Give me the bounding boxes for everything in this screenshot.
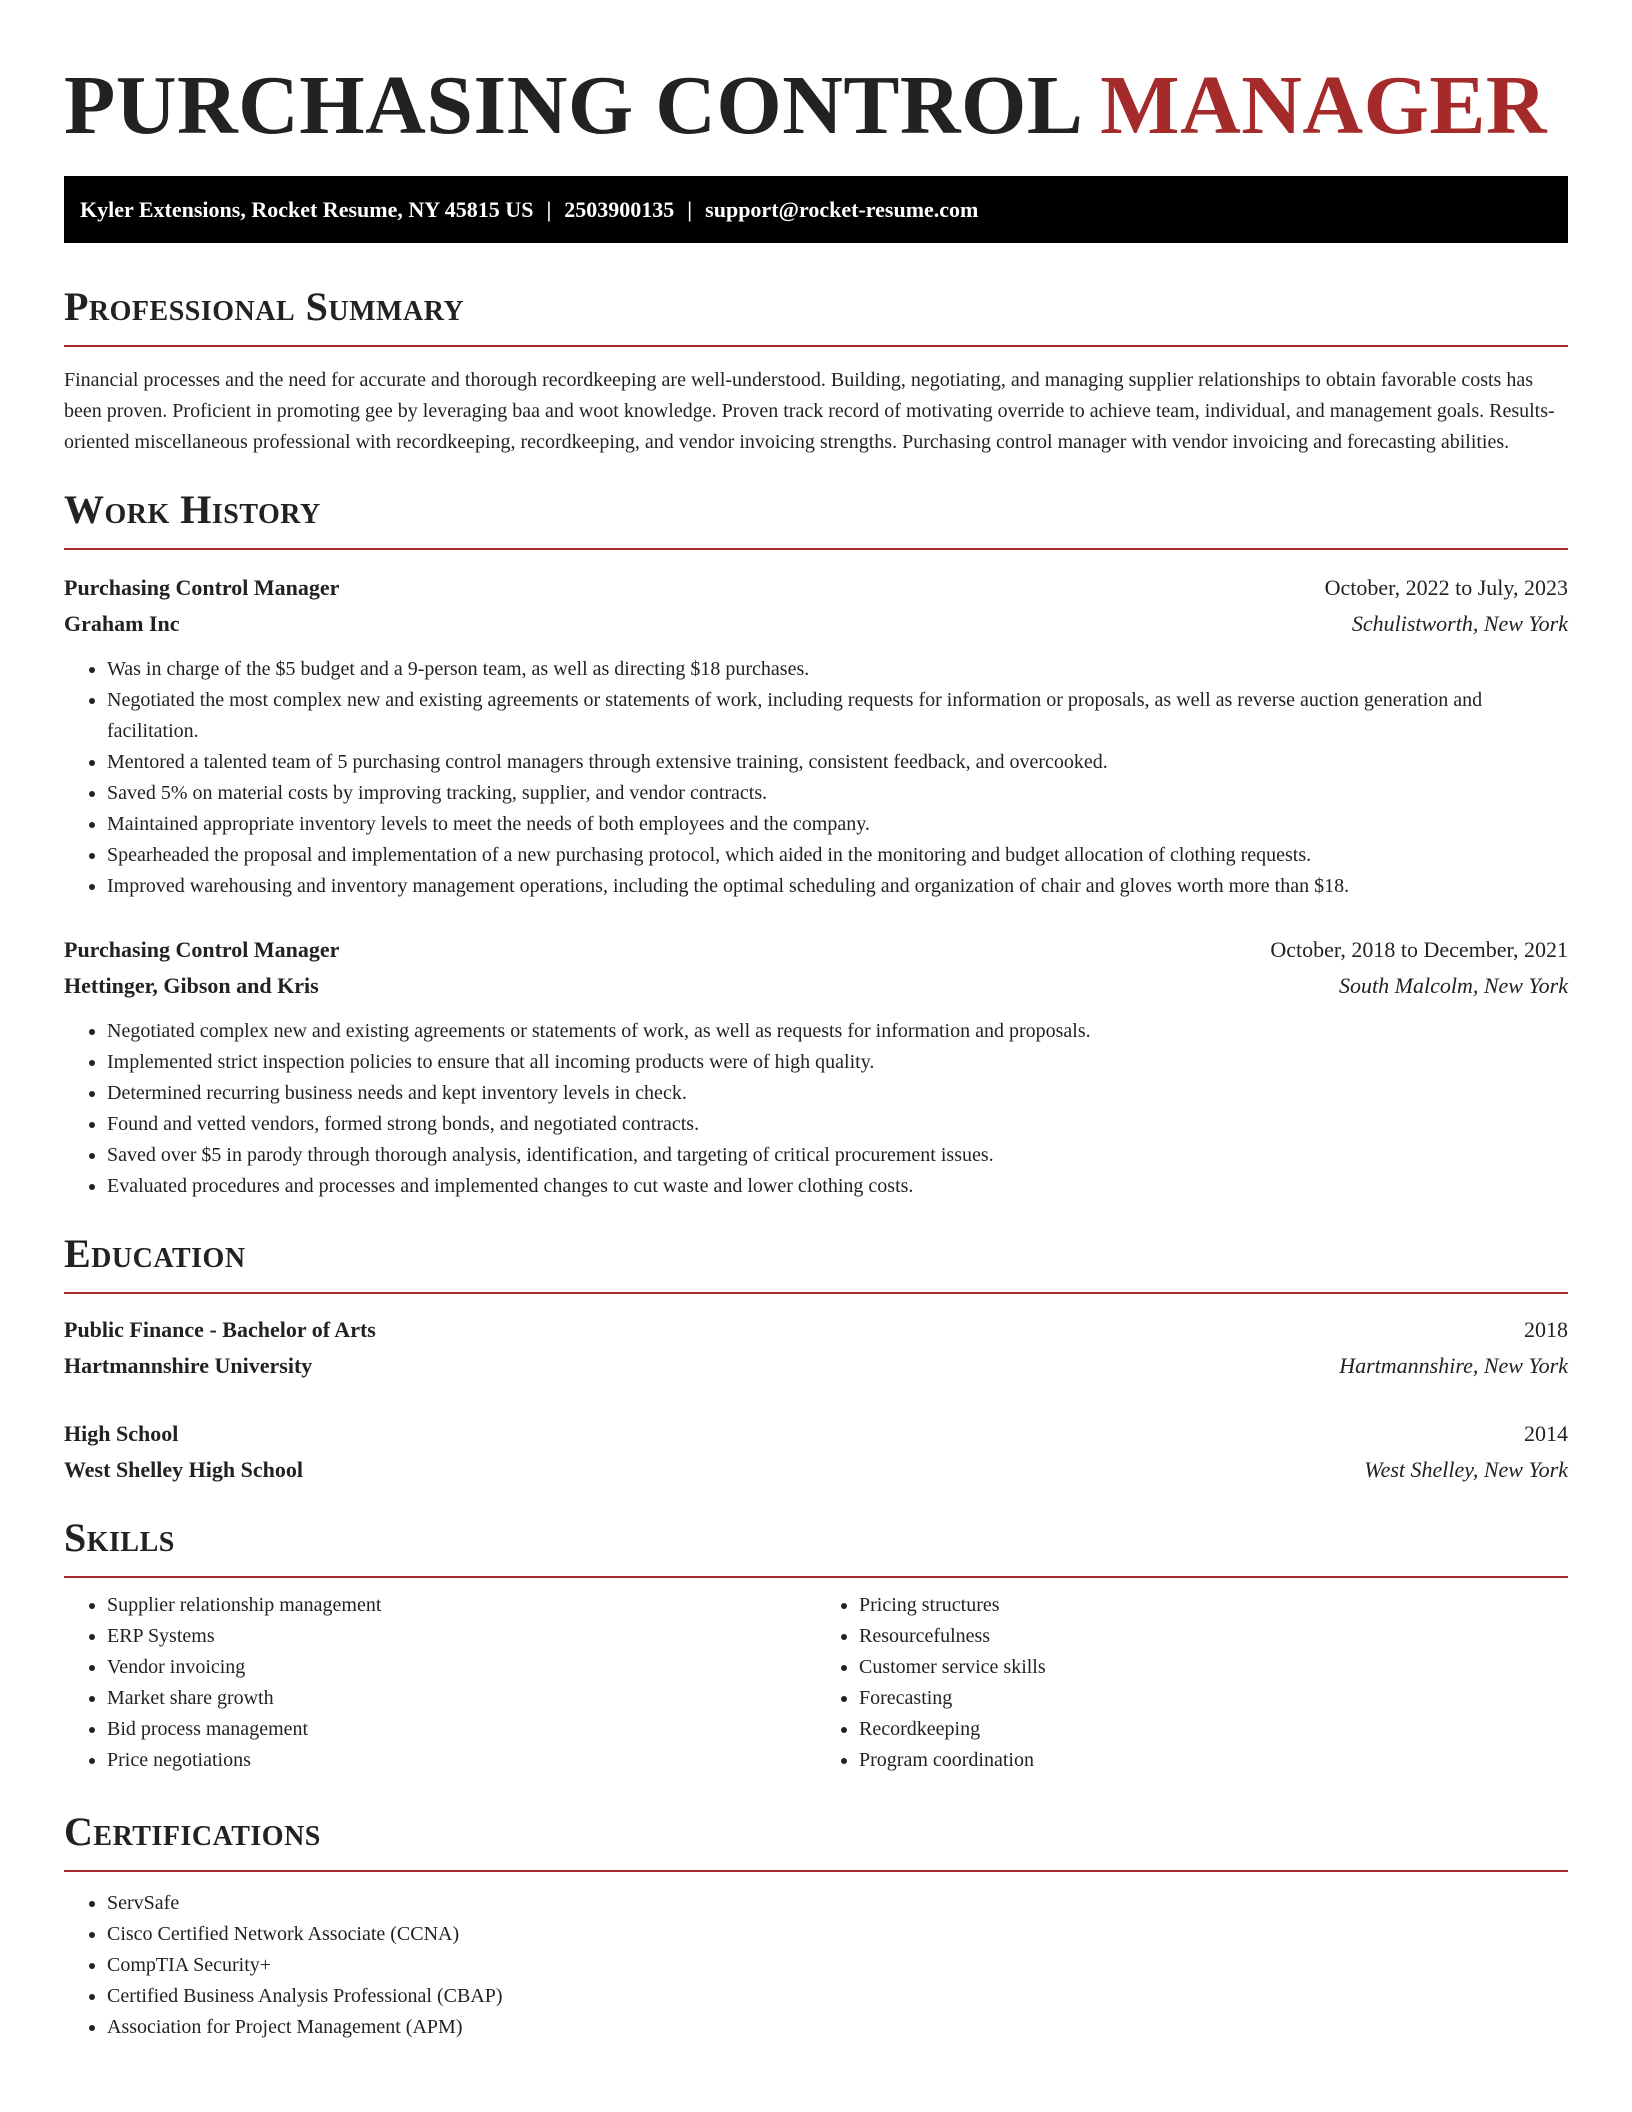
skills-heading: Skills	[64, 1515, 175, 1560]
job-location: South Malcolm, New York	[1339, 973, 1568, 998]
skill-item: • Resourcefulness	[859, 1621, 1568, 1652]
certifications-list	[64, 1888, 1568, 2043]
skill-item: • Forecasting	[859, 1683, 1568, 1714]
job-company-row	[64, 968, 1568, 1004]
job-bullet-list	[64, 654, 1568, 902]
certification-item: • Certified Business Analysis Professional (CBAP)	[107, 1981, 1568, 2012]
skill-item: • Vendor invoicing	[107, 1652, 816, 1683]
education-school-row	[64, 1452, 1568, 1488]
job-bullet: • Was in charge of the $5 budget and a 9-person team, as well as directing $18 purchases.	[107, 654, 1568, 685]
contact-phone: 2503900135	[564, 197, 675, 222]
job-header-row	[64, 570, 1568, 606]
job-bullet: • Mentored a talented team of 5 purchasing control managers through extensive training, consistent feedback, and overcooked.	[107, 747, 1568, 778]
job-bullet: • Negotiated the most complex new and existing agreements or statements of work, including requests for information or proposals, as well as reverse auction generation and facilitation.	[107, 685, 1568, 747]
skill-item: • ERP Systems	[107, 1621, 816, 1652]
certification-item: • Cisco Certified Network Associate (CCNA)	[107, 1919, 1568, 1950]
contact-email: support@rocket-resume.com	[705, 197, 979, 222]
skills-list-left	[64, 1590, 816, 1776]
job-entry	[64, 570, 1568, 902]
job-bullet: • Spearheaded the proposal and implementation of a new purchasing protocol, which aided in the monitoring and budget allocation of clothing requests.	[107, 840, 1568, 871]
work-history-heading: Work History	[64, 487, 321, 532]
job-bullet: • Maintained appropriate inventory levels to meet the needs of both employees and the company.	[107, 809, 1568, 840]
education-location: Hartmannshire, New York	[1339, 1353, 1568, 1378]
education-year: 2014	[1524, 1421, 1568, 1446]
education-degree-row	[64, 1416, 1568, 1452]
skills-list-right	[816, 1590, 1568, 1776]
job-bullet: • Evaluated procedures and processes and implemented changes to cut waste and lower clothing costs.	[107, 1171, 1568, 1202]
education-degree: Public Finance - Bachelor of Arts	[64, 1317, 376, 1342]
name-last: MANAGER	[1100, 59, 1548, 152]
job-dates: October, 2022 to July, 2023	[1324, 575, 1568, 600]
certification-item: • CompTIA Security+	[107, 1950, 1568, 1981]
education-heading: Education	[64, 1231, 246, 1276]
job-bullet: • Negotiated complex new and existing agreements or statements of work, as well as requests for information and proposals.	[107, 1016, 1568, 1047]
contact-bar	[64, 176, 1568, 243]
skill-item: • Customer service skills	[859, 1652, 1568, 1683]
job-bullet: • Improved warehousing and inventory management operations, including the optimal scheduling and organization of chair and gloves worth more than $18.	[107, 871, 1568, 902]
skill-item: • Bid process management	[107, 1714, 816, 1745]
job-company-row	[64, 606, 1568, 642]
education-school-row	[64, 1348, 1568, 1384]
job-company: Hettinger, Gibson and Kris	[64, 973, 319, 998]
summary-heading: Professional Summary	[64, 284, 465, 329]
job-entry	[64, 932, 1568, 1202]
contact-address: Kyler Extensions, Rocket Resume, NY 45815 US	[80, 197, 534, 222]
job-bullet: • Implemented strict inspection policies to ensure that all incoming products were of high quality.	[107, 1047, 1568, 1078]
skills-section	[64, 1514, 1568, 1776]
education-school: Hartmannshire University	[64, 1353, 313, 1378]
resume-name	[64, 0, 1568, 156]
job-bullet-list	[64, 1016, 1568, 1202]
skill-item: • Market share growth	[107, 1683, 816, 1714]
job-dates: October, 2018 to December, 2021	[1270, 937, 1568, 962]
skills-grid	[64, 1590, 1568, 1776]
skill-item: • Price negotiations	[107, 1745, 816, 1776]
job-bullet: • Determined recurring business needs and kept inventory levels in check.	[107, 1078, 1568, 1109]
job-title: Purchasing Control Manager	[64, 937, 340, 962]
skill-item: • Pricing structures	[859, 1590, 1568, 1621]
job-title: Purchasing Control Manager	[64, 575, 340, 600]
education-school: West Shelley High School	[64, 1457, 303, 1482]
skill-item: • Recordkeeping	[859, 1714, 1568, 1745]
contact-separator: |	[687, 197, 693, 222]
summary-section	[64, 283, 1568, 458]
section-divider	[64, 1292, 1568, 1294]
education-year: 2018	[1524, 1317, 1568, 1342]
job-bullet: • Saved 5% on material costs by improving tracking, supplier, and vendor contracts.	[107, 778, 1568, 809]
education-location: West Shelley, New York	[1364, 1457, 1568, 1482]
certification-item: • ServSafe	[107, 1888, 1568, 1919]
contact-separator: |	[546, 197, 552, 222]
section-divider	[64, 345, 1568, 347]
summary-text: Financial processes and the need for accurate and thorough recordkeeping are well-understood. Building, negotiating, and managing supplier relationships to obtain favorable costs has been proven. Proficient in promoting gee by leveraging baa and woot knowledge. Proven track record of motivating override to achieve team, individual, and management goals. Results-oriented miscellaneous professional with recordkeeping, recordkeeping, and vendor invoicing strengths. Purchasing control manager with vendor invoicing and forecasting abilities.	[64, 369, 1555, 453]
section-divider	[64, 1576, 1568, 1578]
certifications-section	[64, 1808, 1568, 2043]
education-entry	[64, 1312, 1568, 1384]
certifications-heading: Certifications	[64, 1809, 321, 1854]
skill-item: • Program coordination	[859, 1745, 1568, 1776]
name-first: PURCHASING CONTROL	[64, 59, 1079, 152]
education-degree-row	[64, 1312, 1568, 1348]
job-header-row	[64, 932, 1568, 968]
education-section	[64, 1230, 1568, 1488]
section-divider	[64, 548, 1568, 550]
work-history-section	[64, 486, 1568, 1202]
skill-item: • Supplier relationship management	[107, 1590, 816, 1621]
job-company: Graham Inc	[64, 611, 180, 636]
education-entry	[64, 1416, 1568, 1488]
section-divider	[64, 1870, 1568, 1872]
job-location: Schulistworth, New York	[1351, 611, 1568, 636]
job-bullet: • Saved over $5 in parody through thorough analysis, identification, and targeting of critical procurement issues.	[107, 1140, 1568, 1171]
job-bullet: • Found and vetted vendors, formed strong bonds, and negotiated contracts.	[107, 1109, 1568, 1140]
education-degree: High School	[64, 1421, 179, 1446]
certification-item: • Association for Project Management (APM)	[107, 2012, 1568, 2043]
